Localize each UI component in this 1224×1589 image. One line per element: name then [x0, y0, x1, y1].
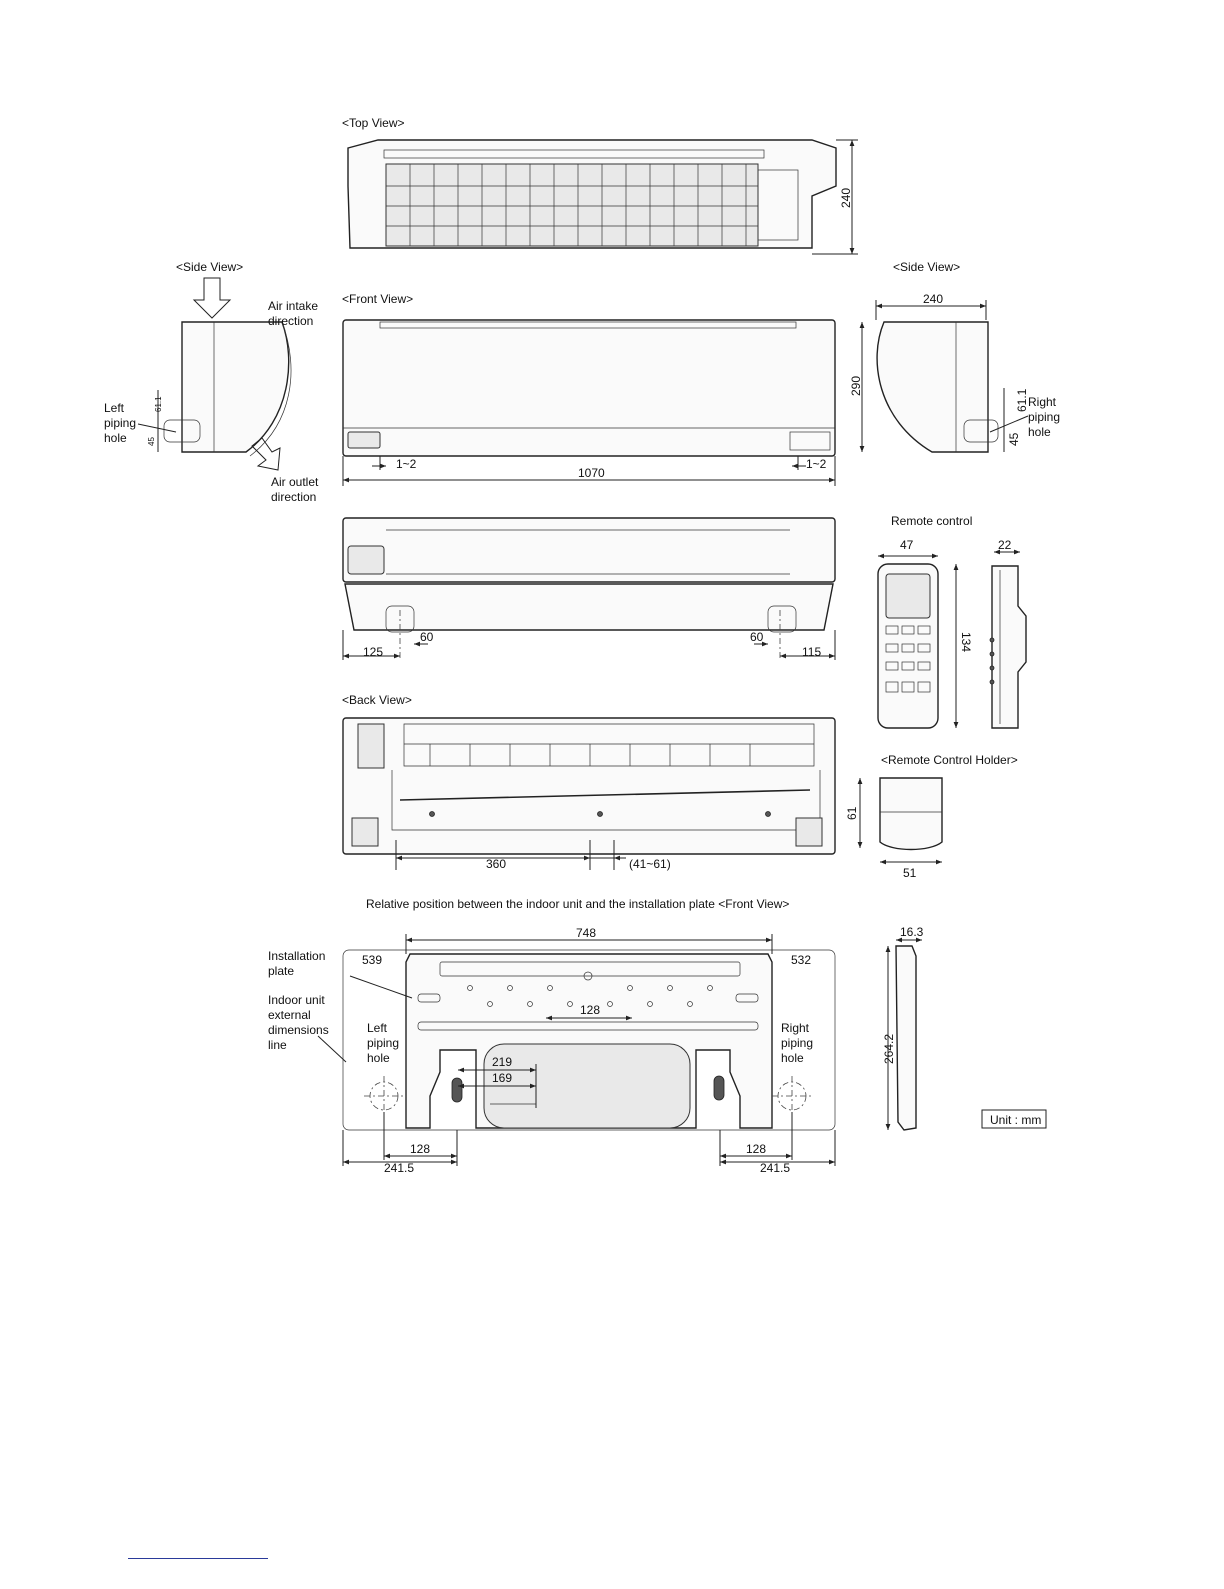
right-side-depth-label: 240 — [923, 292, 944, 306]
relative-position-title: Relative position between the indoor unit and the installation plate <Front View> — [366, 897, 790, 911]
bottom-view — [343, 518, 835, 660]
unit-label: Unit : mm — [990, 1113, 1042, 1127]
back-view-title: <Back View> — [342, 693, 412, 707]
footer-rule — [128, 1558, 268, 1559]
right-hole-h-label: 45 — [1007, 432, 1021, 446]
bottom-right-60-label: 60 — [750, 630, 764, 644]
right-hole-v-label: 61.1 — [1015, 388, 1029, 412]
top-view-title: <Top View> — [342, 116, 405, 130]
right-side-title: <Side View> — [893, 260, 961, 274]
indoor-unit-line-label: Indoor unit external dimensions line — [268, 993, 329, 1052]
top-view — [342, 116, 858, 254]
height-label: 290 — [849, 375, 863, 396]
plate-side-thickness-label: 16.3 — [900, 925, 924, 939]
bottom-left-125-label: 125 — [363, 645, 384, 659]
front-view — [342, 292, 835, 486]
holder-width-label: 51 — [903, 866, 917, 880]
remote-holder-title: <Remote Control Holder> — [881, 753, 1018, 767]
plate-128-right-label: 128 — [746, 1142, 767, 1156]
remote-thickness-label: 22 — [998, 538, 1012, 552]
bottom-left-60-label: 60 — [420, 630, 434, 644]
plate-539-label: 539 — [362, 953, 383, 967]
plate-128-top-label: 128 — [580, 1003, 601, 1017]
air-outlet-label: Air outlet direction — [271, 475, 319, 504]
plate-219-label: 219 — [492, 1055, 513, 1069]
plate-241-left-label: 241.5 — [384, 1161, 415, 1175]
remote-height-label: 134 — [959, 632, 973, 653]
plate-532-label: 532 — [791, 953, 812, 967]
front-gap-right-label: 1~2 — [806, 457, 827, 471]
bottom-right-115-label: 115 — [802, 645, 822, 659]
plate-128-left-label: 128 — [410, 1142, 431, 1156]
front-width-label: 1070 — [578, 466, 605, 480]
plate-241-right-label: 241.5 — [760, 1161, 791, 1175]
air-intake-label: Air intake direction — [268, 299, 319, 328]
left-hole-h-label: 45 — [147, 437, 156, 446]
plate-left-hole-label: Left piping hole — [367, 1021, 400, 1065]
plate-right-hole-label: Right piping hole — [781, 1021, 814, 1065]
left-hole-v-label: 61.1 — [154, 396, 163, 412]
back-view — [342, 693, 835, 871]
plate-side-height-label: 264.2 — [882, 1033, 896, 1064]
remote-holder — [845, 753, 1018, 880]
right-side-view — [849, 260, 1060, 452]
front-view-title: <Front View> — [342, 292, 414, 306]
left-piping-hole-label: Left piping hole — [104, 401, 137, 445]
remote-control-title: Remote control — [891, 514, 973, 528]
top-depth-label: 240 — [839, 187, 853, 208]
right-piping-hole-label: Right piping hole — [1028, 395, 1061, 439]
remote-width-label: 47 — [900, 538, 914, 552]
holder-height-label: 61 — [845, 806, 859, 820]
back-360-label: 360 — [486, 857, 507, 871]
plate-748-label: 748 — [576, 926, 597, 940]
back-41-61-label: (41~61) — [629, 857, 671, 871]
installation-plate-view — [268, 897, 1046, 1175]
installation-plate-label: Installation plate — [268, 949, 326, 978]
left-side-view — [104, 260, 319, 504]
remote-control — [878, 514, 1026, 728]
left-side-title: <Side View> — [176, 260, 244, 274]
front-gap-left-label: 1~2 — [396, 457, 417, 471]
plate-169-label: 169 — [492, 1071, 513, 1085]
